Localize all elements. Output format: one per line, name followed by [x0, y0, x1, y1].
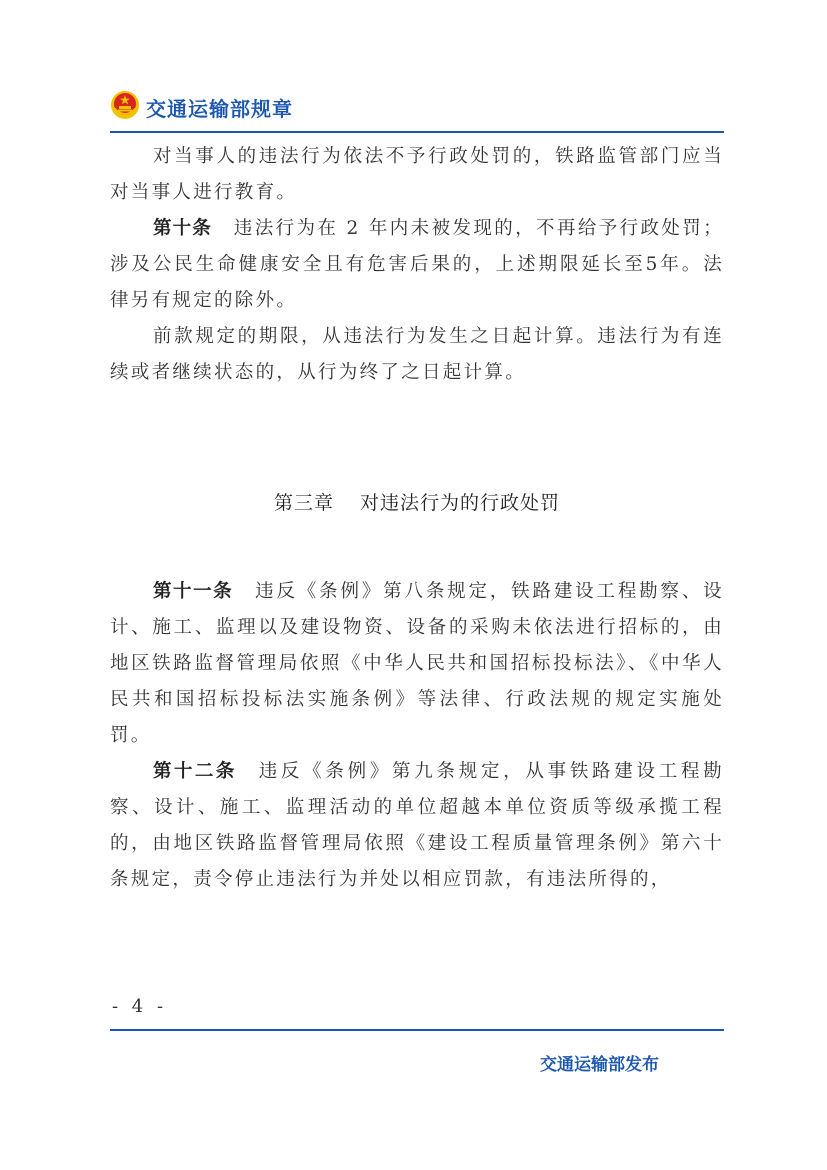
- paragraph-article-11: [110, 574, 724, 754]
- header-title: 交通运输部规章: [146, 97, 293, 121]
- article-number: 第十二条: [153, 761, 237, 782]
- paragraph: [110, 139, 724, 211]
- body-text-top: [110, 139, 724, 391]
- paragraph-text: 违反《条例》第九条规定，从事铁路建设工程勘察、设计、施工、监理活动的单位超越本单位资质等级承揽工程的，由地区铁路监督管理局依照《建设工程质量管理条例》第六十条规定，责令停止违法行为并处以相应罚款，有违法所得的，: [110, 761, 724, 890]
- national-emblem-icon: [110, 90, 140, 120]
- paragraph-article-10: [110, 211, 724, 319]
- chapter-number: 第三章: [273, 492, 334, 514]
- body-text-bottom: [110, 574, 724, 898]
- header-divider: [110, 131, 724, 133]
- article-number: 第十一条: [153, 581, 234, 602]
- page-header: [110, 88, 724, 128]
- paragraph-text: 对当事人的违法行为依法不予行政处罚的，铁路监管部门应当对当事人进行教育。: [110, 146, 724, 203]
- paragraph-text: 前款规定的期限，从违法行为发生之日起计算。违法行为有连续或者继续状态的，从行为终了之日起计算。: [110, 326, 724, 383]
- page-number: - 4 -: [112, 996, 168, 1017]
- paragraph-text: 违法行为在 2 年内未被发现的，不再给予行政处罚；涉及公民生命健康安全且有危害后果的，上述期限延长至5年。法律另有规定的除外。: [110, 218, 724, 311]
- article-number: 第十条: [153, 218, 212, 239]
- footer-publisher: 交通运输部发布: [540, 1055, 659, 1075]
- paragraph: [110, 319, 724, 391]
- paragraph-article-12: [110, 754, 724, 898]
- paragraph-text: 违反《条例》第八条规定，铁路建设工程勘察、设计、施工、监理以及建设物资、设备的采购未依法进行招标的，由地区铁路监督管理局依照《中华人民共和国招标投标法》、《中华人民共和国招标投标法实施条例》等法律、行政法规的规定实施处罚。: [110, 581, 724, 746]
- chapter-heading: [110, 488, 724, 515]
- chapter-title: 对违法行为的行政处罚: [360, 492, 561, 514]
- footer-divider: [110, 1029, 724, 1031]
